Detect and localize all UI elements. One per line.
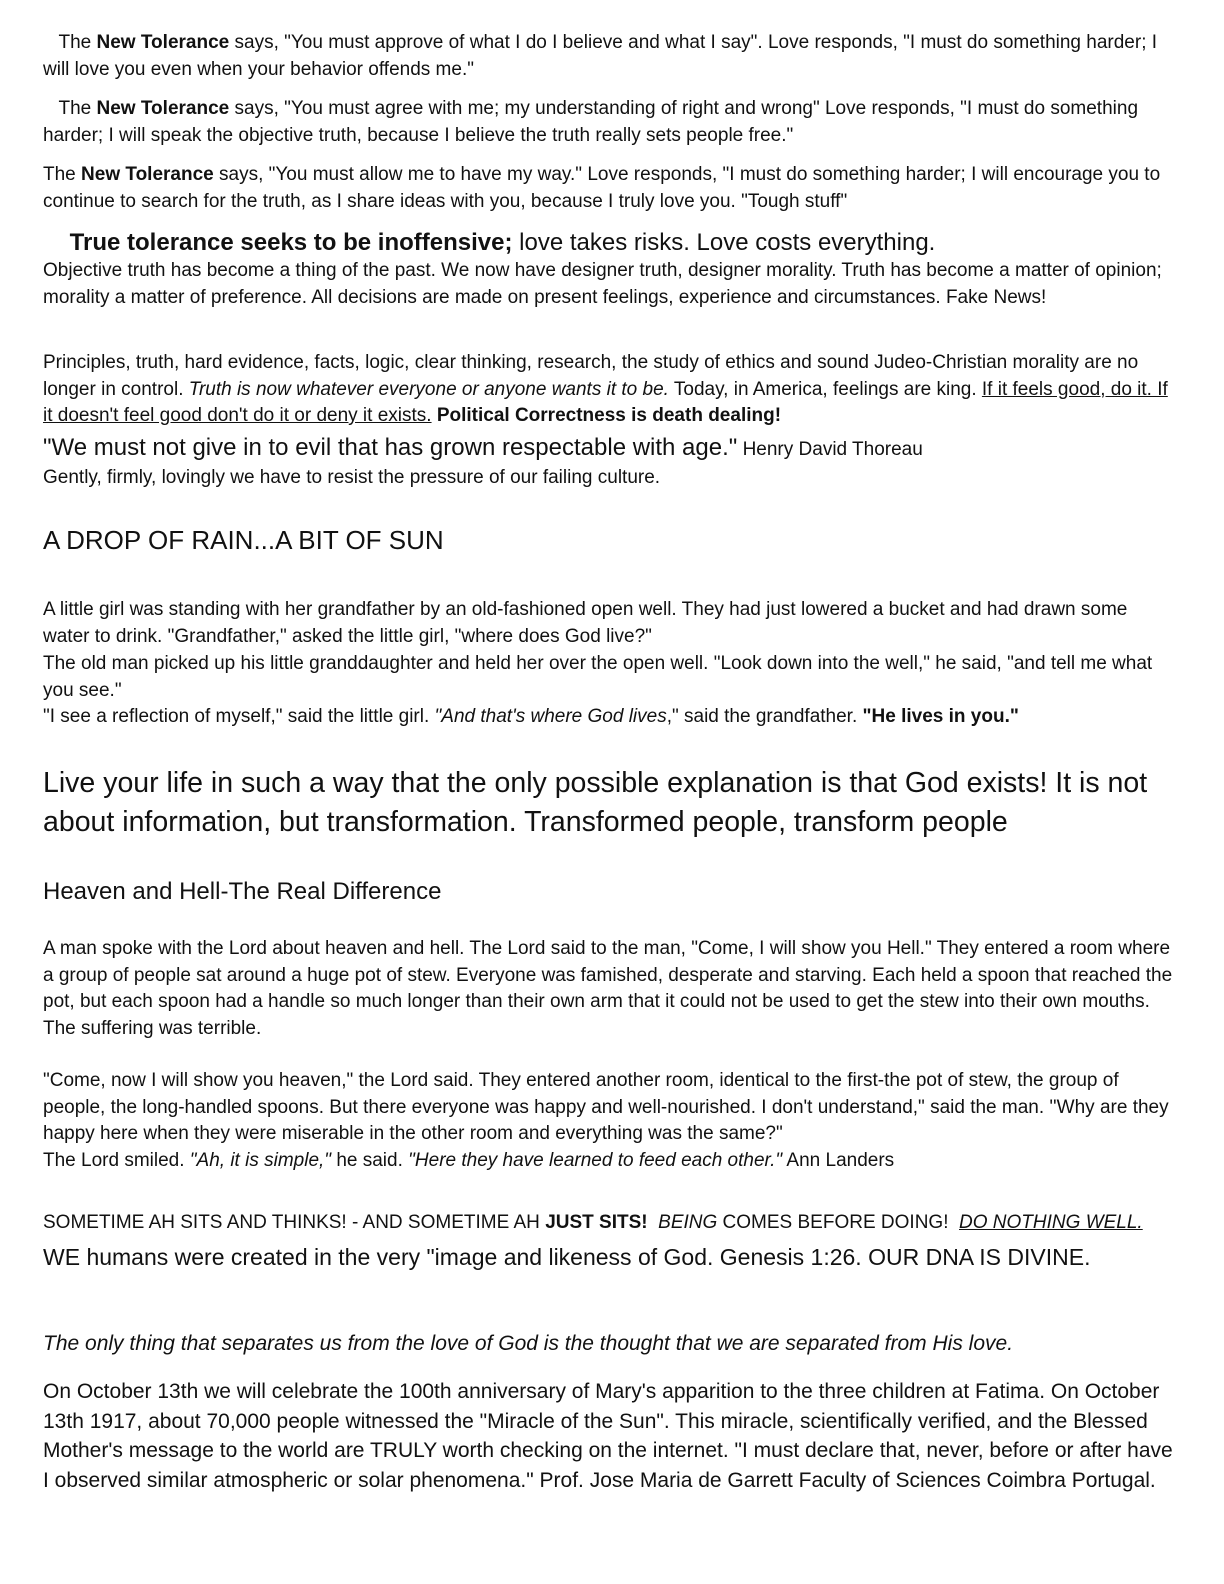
live-your-life-statement: [43, 764, 1175, 842]
text-run: ," said the grandfather.: [666, 706, 863, 727]
heading-text: Heaven and Hell-The Real Difference: [43, 878, 442, 905]
text-run: Today, in America, feelings are king.: [668, 378, 982, 400]
text-run: Ann Landers: [782, 1150, 895, 1171]
text-run: SOMETIME AH SITS AND THINKS! - AND SOMETIME AH: [43, 1212, 546, 1233]
text-run: Live your life in such a way that the only possible explanation is that God exists! It is not about information, but transformation. Transformed people, transform people: [43, 767, 1148, 838]
text-run: On October 13th we will celebrate the 100th anniversary of Mary's apparition to the three children at Fatima. On October 13th 1917, about 70,000 people witnessed the "Miracle of the Sun". This miracle, scientifically verified, and the Blessed Mother's message to the world are TRULY worth checking on the internet. "I must declare that, never, before or after have I observed similar atmospheric or solar phenomena." Prof. Jose Maria de Garrett Faculty of Sciences Coimbra Portugal.: [43, 1380, 1173, 1492]
underlined-statement: If it feels good, do it. If it doesn't feel good don't do it or deny it exists.: [43, 378, 1168, 426]
separation-statement: [43, 1329, 1175, 1359]
text-run: COMES BEFORE DOING!: [717, 1212, 960, 1233]
text-run: A little girl was standing with her grandfather by an old-fashioned open well. They had just lowered a bucket and had drawn some water to drink. "Grandfather," asked the little girl, "where does God live?": [43, 599, 1128, 647]
text-run: [648, 1212, 659, 1233]
grandfather-paragraph-3: [43, 704, 1175, 731]
bold-statement: "He lives in you.": [862, 706, 1019, 727]
heaven-hell-paragraph-2: [43, 1068, 1175, 1148]
bold-term: New Tolerance: [81, 164, 214, 185]
text-run: says, "You must allow me to have my way." Love responds, "I must do something harder; I will encourage you to continue to search for the truth, as I share ideas with you, because I truly love you. "Tough stuff": [43, 164, 1161, 212]
text-run: "I see a reflection of myself," said the little girl.: [43, 706, 435, 727]
text-run: [43, 229, 70, 256]
text-run: WE humans were created in the very "image and likeness of God. Genesis 1:26. OUR DNA IS DIVINE.: [43, 1244, 1091, 1270]
text-run: The: [43, 98, 97, 119]
italic-statement: Truth is now whatever everyone or anyone wants it to be.: [188, 378, 669, 400]
quote-text: "We must not give in to evil that has grown respectable with age.": [43, 434, 738, 461]
new-tolerance-paragraph-3: [43, 162, 1175, 215]
culture-line: [43, 465, 1175, 492]
text-run: says, "You must approve of what I do I believe and what I say". Love responds, "I must do something harder; I will love you even when your behavior offends me.": [43, 32, 1158, 80]
text-run: "Come, now I will show you heaven," the Lord said. They entered another room, identical to the first-the pot of stew, the group of people, the long-handled spoons. But there everyone was happy and well-nourished. I don't understand," said the man. ''Why are they happy here when they were miserable in the other room and everything was the same?": [43, 1070, 1169, 1144]
text-run: The: [43, 32, 97, 53]
italic-statement: "Here they have learned to feed each other.": [408, 1150, 783, 1171]
section-heading-heaven-and-hell: [43, 877, 1175, 907]
text-run: The Lord smiled.: [43, 1150, 190, 1171]
thoreau-quote: [43, 432, 1175, 466]
text-run: Gently, firmly, lovingly we have to resist the pressure of our failing culture.: [43, 467, 661, 488]
text-run: love takes risks. Love costs everything.: [512, 229, 936, 256]
grandfather-paragraph-2: [43, 651, 1175, 704]
new-tolerance-paragraph-2: [43, 96, 1175, 149]
principles-paragraph: [43, 350, 1175, 430]
heaven-hell-paragraph-1: [43, 936, 1175, 1042]
text-run: says, "You must agree with me; my understanding of right and wrong" Love responds, "I must do something harder; I will speak the objective truth, because I believe the truth really sets people free.": [43, 98, 1139, 146]
text-run: he said.: [331, 1150, 409, 1171]
text-run: The old man picked up his little granddaughter and held her over the open well. "Look down into the well," he said, "and tell me what you see.": [43, 653, 1153, 701]
italic-statement: "Ah, it is simple,": [189, 1150, 332, 1171]
text-run: Objective truth has become a thing of the past. We now have designer truth, designer morality. Truth has become a matter of opinion; morality a matter of preference. All decisions are made on present feelings, experience and circumstances. Fake News!: [43, 260, 1162, 308]
italic-statement: The only thing that separates us from the love of God is the thought that we are separated from His love.: [43, 1332, 1014, 1355]
heaven-hell-paragraph-3: [43, 1148, 1175, 1175]
text-run: Principles, truth, hard evidence, facts, logic, clear thinking, research, the study of ethics and sound Judeo-Christian morality are no longer in control.: [43, 352, 1139, 400]
heading-text: A DROP OF RAIN...A BIT OF SUN: [43, 525, 444, 555]
grandfather-paragraph-1: [43, 597, 1175, 650]
section-heading-drop-of-rain: [43, 524, 1175, 556]
bold-term: New Tolerance: [96, 98, 230, 119]
bold-statement: Political Correctness is death dealing!: [436, 405, 782, 426]
text-run: A man spoke with the Lord about heaven and hell. The Lord said to the man, "Come, I will show you Hell." They entered a room where a group of people sat around a huge pot of stew. Everyone was famished, desperate and starving. Each held a spoon that reached the pot, but each spoon had a handle so much longer than their own arm that it could not be used to get the stew into their own mouths. The suffering was terrible.: [43, 938, 1173, 1039]
italic-statement: "And that's where God lives: [434, 706, 667, 727]
objective-truth-paragraph: [43, 258, 1175, 311]
bold-statement: True tolerance seeks to be inoffensive;: [69, 229, 513, 256]
fatima-paragraph: [43, 1377, 1175, 1495]
true-tolerance-line: [43, 228, 1175, 258]
bold-term: New Tolerance: [96, 32, 230, 53]
quote-author: Henry David Thoreau: [737, 439, 923, 460]
sometime-ah-sits-paragraph: [43, 1203, 1175, 1274]
bold-statement: JUST SITS!: [545, 1212, 648, 1233]
new-tolerance-paragraph-1: [43, 30, 1175, 83]
italic-word: BEING: [658, 1212, 718, 1233]
text-run: The: [43, 164, 82, 185]
underlined-italic-statement: DO NOTHING WELL.: [959, 1212, 1143, 1233]
